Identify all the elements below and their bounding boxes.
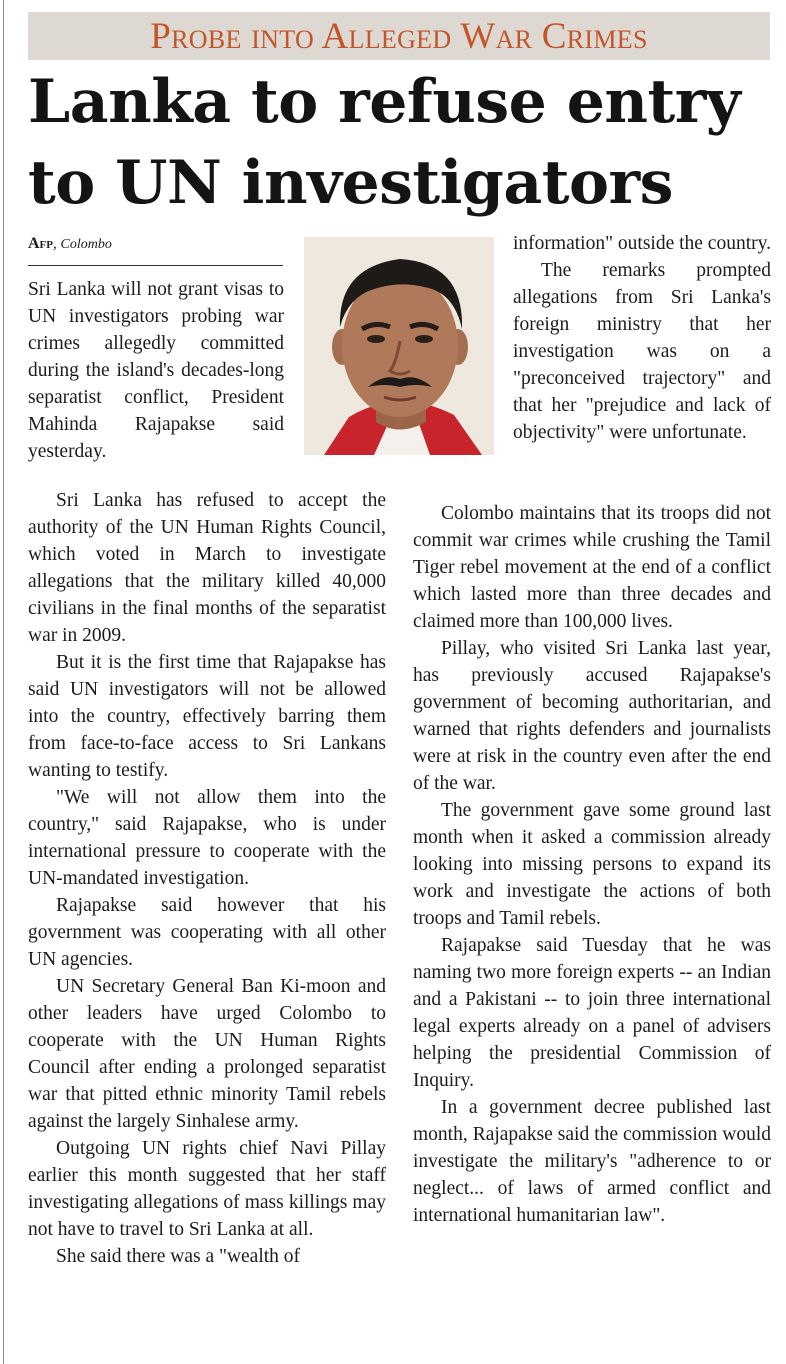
column-2-bottom — [413, 500, 771, 1229]
page-edge-line — [3, 0, 4, 1364]
paragraph-12: The government gave some ground last month when it asked a commission already looking into missing persons to expand its work and investigate the actions of both troops and Tamil rebels. — [413, 800, 771, 929]
byline-place: Colombo — [60, 237, 112, 252]
portrait-illustration — [304, 237, 494, 455]
paragraph-1: Sri Lanka will not grant visas to UN investigators probing war crimes allegedly committed during the island's decades-long separatist conflict, President Mahinda Rajapakse said yesterday. — [28, 279, 284, 462]
headline-line-2: to UN investigators — [28, 148, 673, 218]
paragraph-9: The remarks prompted allegations from Sri Lanka's foreign ministry that her investigation was on a "preconceived trajectory" and that her "prejudice and lack of objectivity" were unfortunate. — [513, 260, 771, 443]
paragraph-14: In a government decree published last month, Rajapakse said the commission would investigate the military's "adherence to or neglect... of laws of armed conflict and international humanitarian law". — [413, 1097, 771, 1226]
headline-line-1: Lanka to refuse entry — [28, 67, 741, 137]
paragraph-7: Outgoing UN rights chief Navi Pillay earlier this month suggested that her staff investigating allegations of mass killings may not have to travel to Sri Lanka at all. — [28, 1138, 386, 1240]
byline — [28, 233, 283, 256]
paragraph-6: UN Secretary General Ban Ki-moon and other leaders have urged Colombo to cooperate with the UN Human Rights Council after ending a prolonged separatist war that pitted ethnic minority Tamil rebels against the largely Sinhalese army. — [28, 976, 386, 1132]
byline-rule — [28, 265, 283, 266]
paragraph-8-continued: information" outside the country. — [513, 233, 771, 254]
headline — [28, 62, 778, 224]
paragraph-13: Rajapakse said Tuesday that he was naming two more foreign experts -- an Indian and a Pakistani -- to join three international legal experts already on a panel of advisers helping the presidential Commission of Inquiry. — [413, 935, 771, 1091]
portrait-photo — [304, 237, 494, 455]
paragraph-10: Colombo maintains that its troops did not commit war crimes while crushing the Tamil Tiger rebel movement at the end of a conflict which lasted more than three decades and claimed more than 100,000 lives. — [413, 503, 771, 632]
byline-separator: , — [53, 236, 61, 252]
paragraph-3: But it is the first time that Rajapakse has said UN investigators will not be allowed into the country, effectively barring them from face-to-face access to Sri Lankans wanting to testify. — [28, 652, 386, 781]
byline-agency: Afp — [28, 235, 53, 252]
paragraph-4: "We will not allow them into the country," said Rajapakse, who is under international pressure to cooperate with the UN-mandated investigation. — [28, 787, 386, 889]
kicker-banner: Probe into Alleged War Crimes — [28, 12, 770, 60]
paragraph-2: Sri Lanka has refused to accept the authority of the UN Human Rights Council, which voted in March to investigate allegations that the military killed 40,000 civilians in the final months of the separatist war in 2009. — [28, 490, 386, 646]
column-1-bottom — [28, 487, 386, 1270]
paragraph-8: She said there was a "wealth of — [56, 1246, 301, 1267]
paragraph-11: Pillay, who visited Sri Lanka last year, has previously accused Rajapakse's government of becoming authoritarian, and warned that rights defenders and journalists were at risk in the country even after the end of the war. — [413, 638, 771, 794]
column-1-top — [28, 276, 284, 465]
column-2-top — [513, 230, 771, 446]
paragraph-5: Rajapakse said however that his government was cooperating with all other UN agencies. — [28, 895, 386, 970]
